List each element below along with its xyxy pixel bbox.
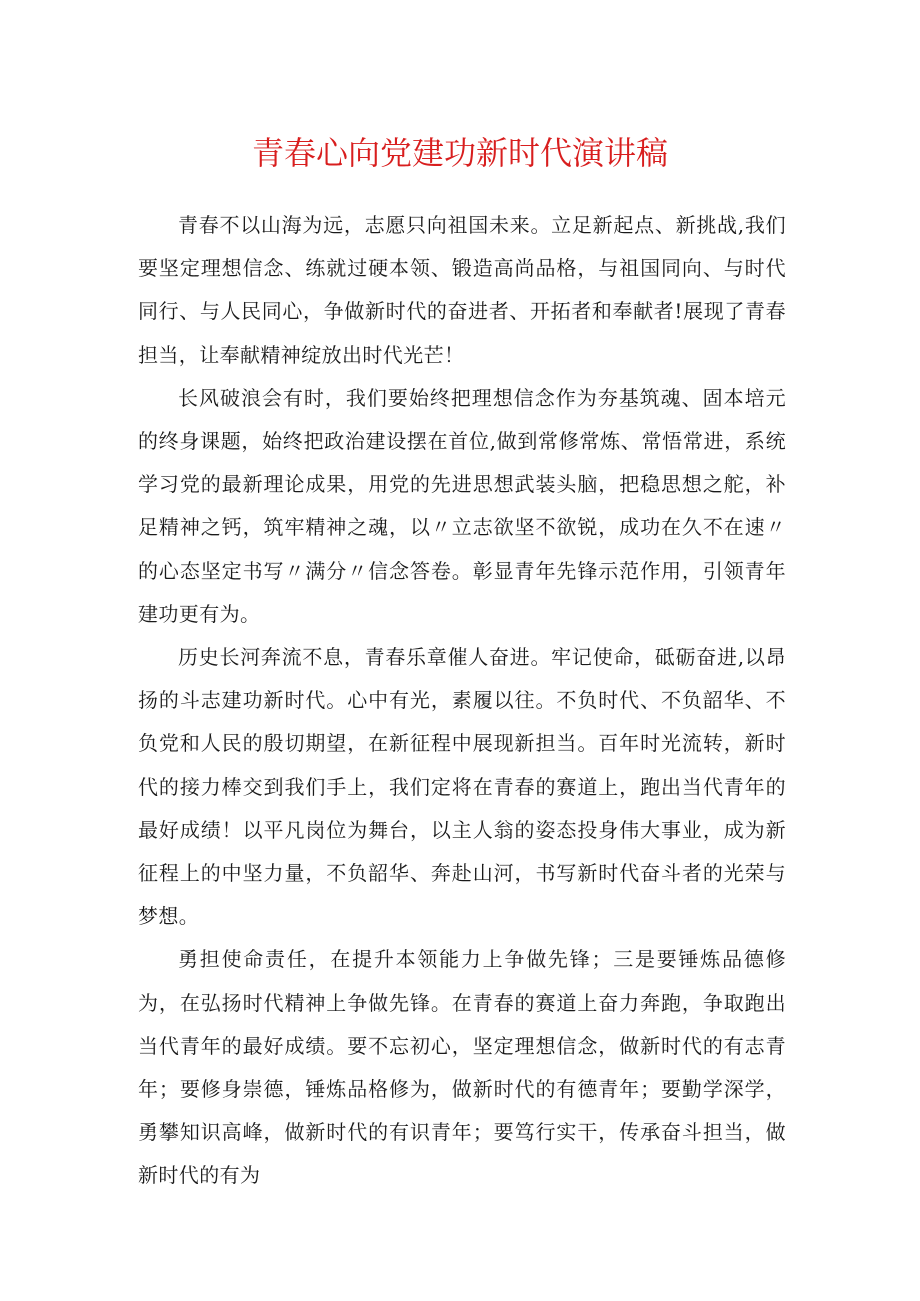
page-title: 青春心向党建功新时代演讲稿 — [251, 134, 668, 173]
document-body — [138, 204, 786, 1198]
paragraph-3: 历史长河奔流不息，青春乐章催人奋进。牢记使命，砥砺奋进,以昂扬的斗志建功新时代。心中有光，素履以往。不负时代、不负韶华、不负党和人民的殷切期望，在新征程中展现新担当。百年时光流转，新时代的接力棒交到我们手上，我们定将在青春的赛道上，跑出当代青年的最好成绩！以平凡岗位为舞台，以主人翁的姿态投身伟大事业，成为新征程上的中坚力量，不负韶华、奔赴山河，书写新时代奋斗者的光荣与梦想。 — [138, 645, 786, 929]
paragraph-1: 青春不以山海为远，志愿只向祖国未来。立足新起点、新挑战,我们要坚定理想信念、练就过硬本领、锻造高尚品格，与祖国同向、与时代同行、与人民同心，争做新时代的奋进者、开拓者和奉献者!展现了青春担当，让奉献精神绽放出时代光芒！ — [138, 213, 786, 367]
paragraph-2: 长风破浪会有时，我们要始终把理想信念作为夯基筑魂、固本培元的终身课题，始终把政治建设摆在首位,做到常修常炼、常悟常进，系统学习党的最新理论成果，用党的先进思想武装头脑，把稳思想之舵，补足精神之钙，筑牢精神之魂，以〃立志欲坚不欲锐，成功在久不在速〃的心态坚定书写〃满分〃信念答卷。彰显青年先锋示范作用，引领青年建功更有为。 — [138, 385, 786, 626]
paragraph-4: 勇担使命责任，在提升本领能力上争做先锋；三是要锤炼品德修为，在弘扬时代精神上争做先锋。在青春的赛道上奋力奔跑，争取跑出当代青年的最好成绩。要不忘初心，坚定理想信念，做新时代的有志青年；要修身崇德，锤炼品格修为，做新时代的有德青年；要勤学深学，勇攀知识高峰，做新时代的有识青年；要笃行实干，传承奋斗担当，做新时代的有为 — [138, 947, 786, 1188]
